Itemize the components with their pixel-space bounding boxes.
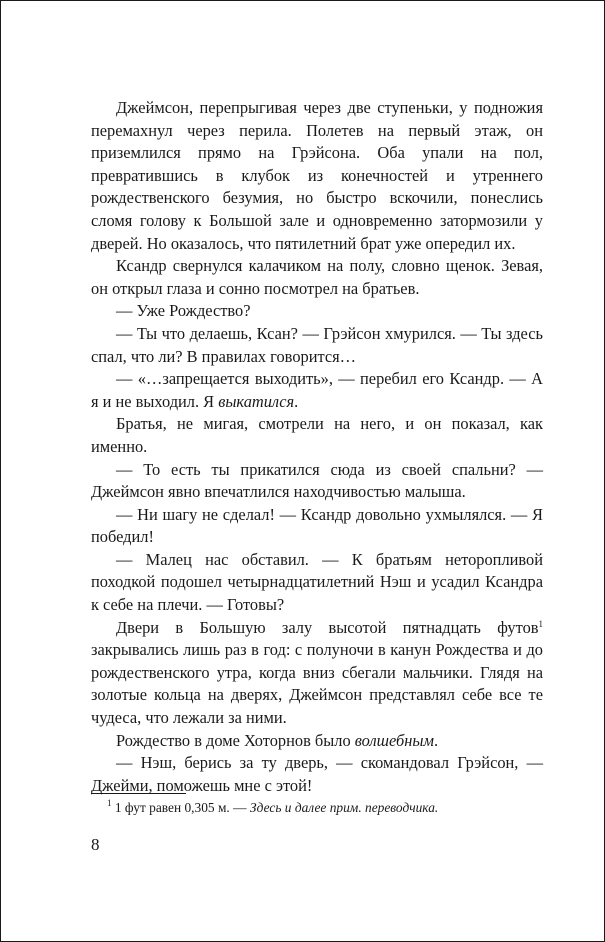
paragraph-10-text: Двери в Большую залу высотой пятнадцать футов	[116, 617, 539, 637]
footnote-reference: 1	[538, 618, 543, 629]
paragraph-1: Джеймсон, перепрыгивая через две ступеньки, у подножия перемахнул через перила. Полетев на первый этаж, он приземлился прямо на Грэйсона. Оба упали на пол, превратившись в клубок из конечностей и утреннего рождественского безумия, но быстро вскочили, понеслись сломя голову к Большой зале и одновременно затормозили у дверей. Но оказалось, что пятилетний брат уже опередил их.	[91, 98, 543, 253]
paragraph-8: — Ни шагу не сделал! — Ксандр довольно ухмылялся. — Я победил!	[91, 504, 543, 547]
paragraph-11-tail: .	[433, 730, 439, 750]
paragraph-11-italic: волшебным	[354, 730, 434, 750]
paragraph-4: — Ты что делаешь, Ксан? — Грэйсон хмурился. — Ты здесь спал, что ли? В правилах говорится…	[91, 323, 543, 366]
paragraph-5-text: — «…запрещается выходить», — перебил его Ксандр. — А я и не выходил. Я	[91, 369, 543, 411]
footnote-text: 1 фут равен 0,305 м. —	[114, 800, 250, 815]
paragraph-5-italic: выкатился	[218, 391, 295, 411]
paragraph-6: Братья, не мигая, смотрели на него, и он показал, как именно.	[91, 414, 543, 456]
footnote-mark: 1	[107, 798, 112, 808]
body-text	[91, 97, 543, 797]
paragraph-12: — Нэш, берись за ту дверь, — скомандовал Грэйсон, — Джейми, поможешь мне с этой!	[91, 753, 543, 795]
paragraph-7: — То есть ты прикатился сюда из своей спальни? — Джеймсон явно впечатлился находчивостью малыша.	[91, 459, 543, 502]
paragraph-5	[91, 368, 543, 413]
paragraph-11-text: Рождество в доме Хоторнов было	[116, 730, 355, 750]
paragraph-2: Ксандр свернулся калачиком на полу, словно щенок. Зевая, он открыл глаза и сонно посмотрел на братьев.	[91, 256, 543, 298]
paragraph-11	[91, 730, 543, 753]
paragraph-9: — Малец нас обставил. — К братьям неторопливой походкой подошел четырнадцатилетний Нэш и усадил Ксандра к себе на плечи. — Готовы?	[91, 549, 543, 615]
paragraph-10	[91, 617, 543, 730]
footnote	[91, 799, 543, 817]
page-number: 8	[91, 835, 100, 854]
paragraph-10-tail: закрывались лишь раз в год: с полуночи в канун Рождества и до рождественского утра, когда вниз сбегали мальчики. Глядя на золотые кольца на дверях, Джеймсон представлял себе все те чудеса, что лежали за ними.	[91, 640, 543, 728]
footnote-italic: Здесь и далее прим. переводчика.	[249, 800, 439, 815]
footnote-divider	[91, 793, 186, 794]
paragraph-3: — Уже Рождество?	[116, 301, 251, 321]
paragraph-5-tail: .	[294, 391, 299, 411]
